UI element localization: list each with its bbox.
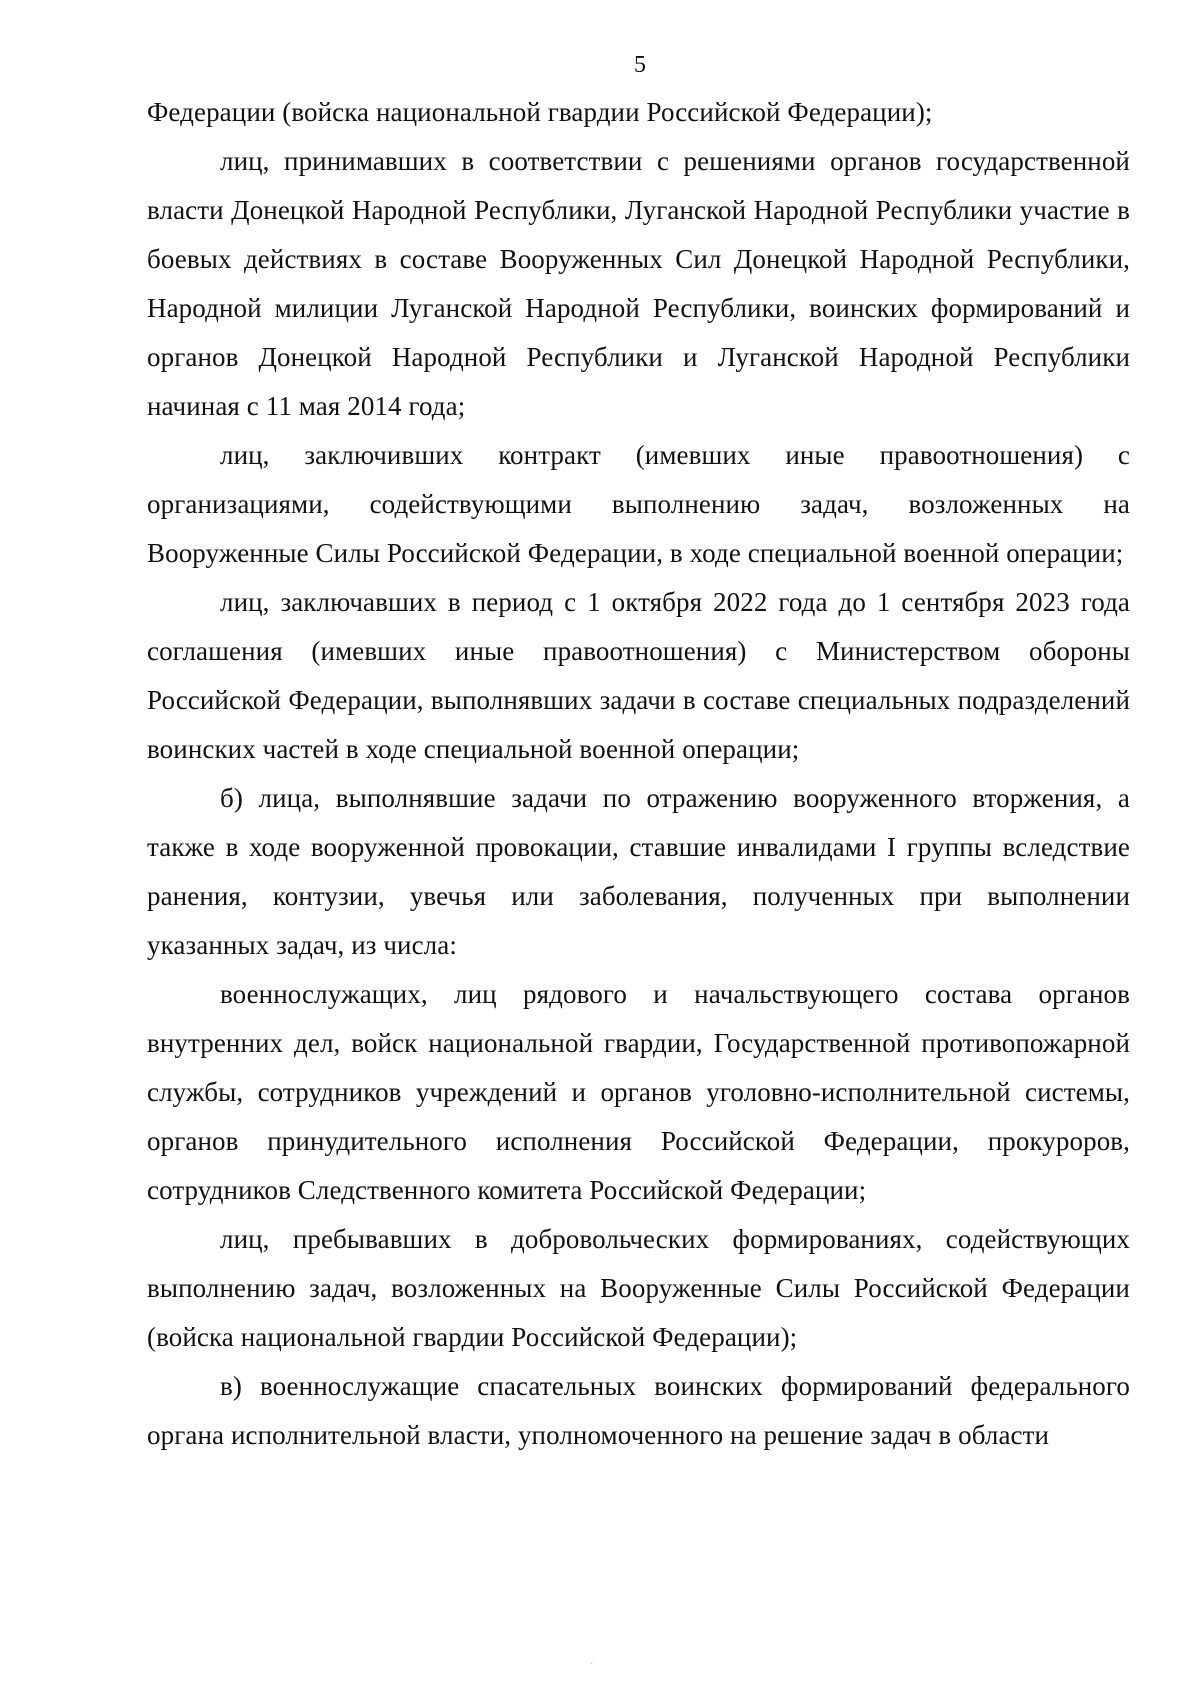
document-body xyxy=(147,88,1130,1460)
paragraph-7: лиц, пребывавших в добровольческих формированиях, содействующих выполнению задач, возложенных на Вооруженные Силы Российской Федерации (войска национальной гвардии Российской Федерации); xyxy=(147,1224,1130,1352)
paragraph-2: лиц, принимавших в соответствии с решениями органов государственной власти Донецкой Народной Республики, Луганской Народной Республики участие в боевых действиях в составе Вооруженных Сил Донецкой Народной Республики, Народной милиции Луганской Народной Республики, воинских формирований и органов Донецкой Народной Республики и Луганской Народной Республики начиная с 11 мая 2014 года; xyxy=(147,146,1130,421)
paragraph-3: лиц, заключивших контракт (имевших иные правоотношения) с организациями, содействующими выполнению задач, возложенных на Вооруженные Силы Российской Федерации, в ходе специальной военной операции; xyxy=(147,440,1130,568)
page-number: 5 xyxy=(634,52,646,78)
paragraph-4: лиц, заключавших в период с 1 октября 2022 года до 1 сентября 2023 года соглашения (имевших иные правоотношения) с Министерством обороны Российской Федерации, выполнявших задачи в составе специальных подразделений воинских частей в ходе специальной военной операции; xyxy=(147,587,1130,764)
paragraph-1: Федерации (войска национальной гвардии Российской Федерации); xyxy=(147,97,933,127)
paragraph-5: б) лица, выполнявшие задачи по отражению вооруженного вторжения, а также в ходе вооруженной провокации, ставшие инвалидами I группы вследствие ранения, контузии, увечья или заболевания, полученных при выполнении указанных задач, из числа: xyxy=(147,783,1130,960)
scan-artifact-mark: ˊ xyxy=(590,1662,594,1673)
paragraph-6: военнослужащих, лиц рядового и начальствующего состава органов внутренних дел, войск национальной гвардии, Государственной противопожарной службы, сотрудников учреждений и органов уголовно-исполнительной системы, органов принудительного исполнения Российской Федерации, прокуроров, сотрудников Следственного комитета Российской Федерации; xyxy=(147,979,1130,1205)
paragraph-8: в) военнослужащие спасательных воинских формирований федерального органа исполнительной власти, уполномоченного на решение задач в области xyxy=(147,1371,1130,1450)
